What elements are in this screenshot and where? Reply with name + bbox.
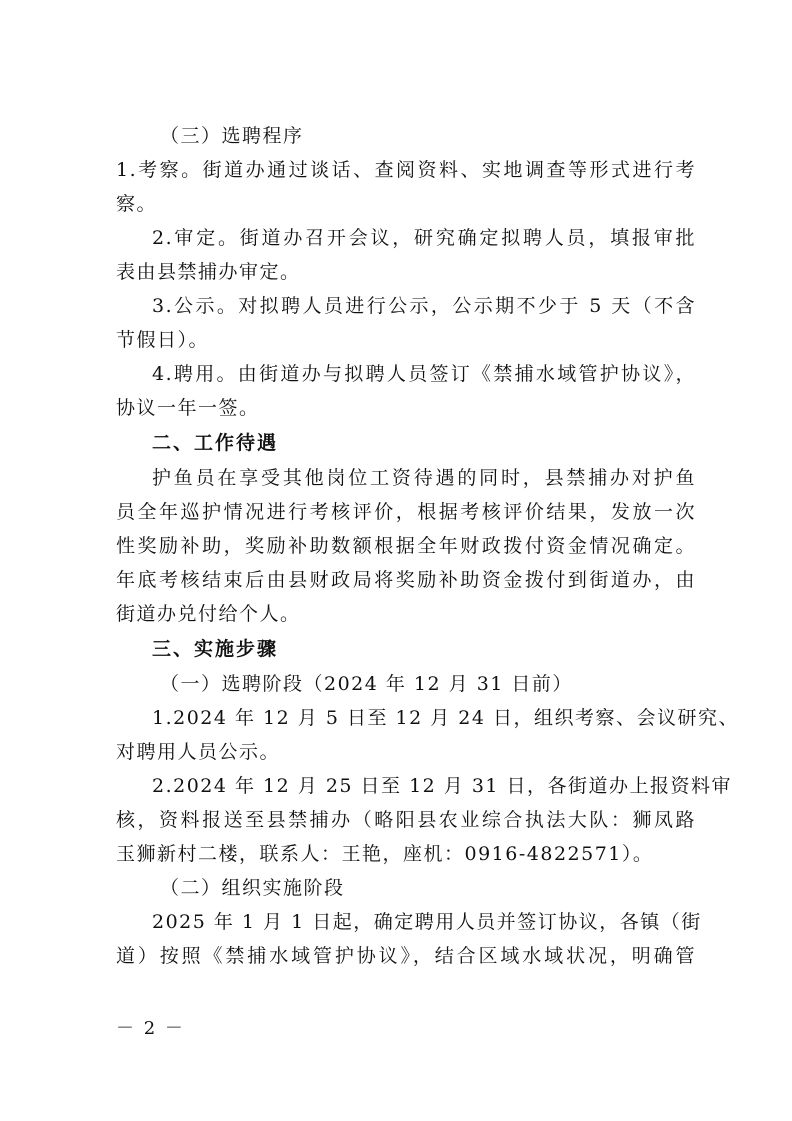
paragraph-line: 护鱼员在享受其他岗位工资待遇的同时，县禁捕办对护鱼 [152,467,696,489]
section-subheading-implementation-phase: （二）组织实施阶段 [160,877,345,899]
paragraph-line: 察。 [116,193,158,215]
paragraph-line: 道）按照《禁捕水域管护协议》，结合区域水域状况，明确管 [116,945,696,967]
paragraph-line: 员全年巡护情况进行考核评价，根据考核评价结果，发放一次 [116,501,696,523]
paragraph-line: 街道办兑付给个人。 [116,603,301,625]
paragraph-line: 4.聘用。由街道办与拟聘人员签订《禁捕水域管护协议》， [152,363,696,385]
paragraph-line: 玉狮新村二楼，联系人：王艳，座机：0916-4822571）。 [116,843,654,865]
paragraph-line: 2.审定。街道办召开会议，研究确定拟聘人员，填报审批 [152,227,696,249]
paragraph-line: 2025 年 1 月 1 日起，确定聘用人员并签订协议，各镇（街 [152,911,702,933]
paragraph-line: 对聘用人员公示。 [116,741,281,763]
paragraph-line: 年底考核结束后由县财政局将奖励补助资金拨付到街道办，由 [116,569,696,591]
section-subheading-selection-procedure: （三）选聘程序 [160,125,304,147]
paragraph-line: 表由县禁捕办审定。 [116,261,301,283]
paragraph-line: 性奖励补助，奖励补助数额根据全年财政拨付资金情况确定。 [116,535,696,557]
section-heading-implementation-steps: 三、实施步骤 [152,638,279,660]
paragraph-line: 2.2024 年 12 月 25 日至 12 月 31 日，各街道办上报资料审 [152,775,733,797]
section-subheading-selection-phase: （一）选聘阶段（2024 年 12 月 31 日前） [160,673,573,695]
paragraph-line: 核，资料报送至县禁捕办（略阳县农业综合执法大队：狮凤路 [116,809,696,831]
paragraph-line: 1.2024 年 12 月 5 日至 12 月 24 日，组织考察、会议研究、 [152,707,739,729]
paragraph-line: 协议一年一签。 [116,397,260,419]
section-heading-work-benefits: 二、工作待遇 [152,432,279,454]
paragraph-line: 3.公示。对拟聘人员进行公示，公示期不少于 5 天（不含 [152,295,696,317]
page-number: － 2 － [116,1018,185,1039]
paragraph-line: 节假日）。 [116,329,210,351]
paragraph-line: 1.考察。街道办通过谈话、查阅资料、实地调查等形式进行考 [116,159,696,181]
